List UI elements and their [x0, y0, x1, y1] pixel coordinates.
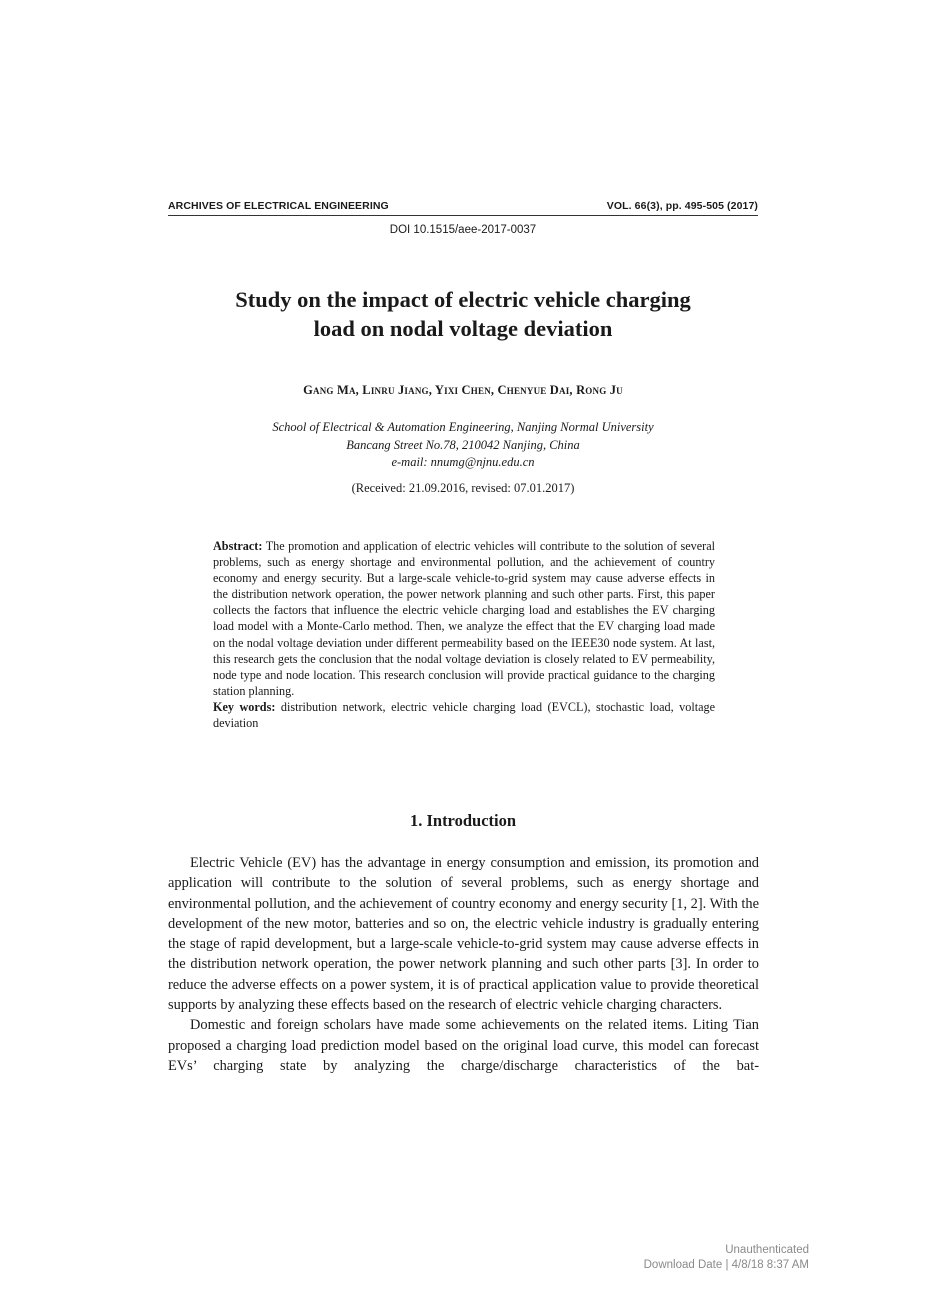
abstract-block — [213, 538, 715, 731]
footer-download-date: Download Date | 4/8/18 8:37 AM — [643, 1259, 809, 1271]
download-footer — [644, 1243, 809, 1273]
received-dates: (Received: 21.09.2016, revised: 07.01.2017) — [351, 481, 575, 495]
affiliation-line-1: School of Electrical & Automation Engineering, Nanjing Normal University — [272, 420, 654, 434]
abstract-label: Abstract: — [213, 539, 263, 553]
keywords-paragraph — [213, 699, 715, 731]
body-text — [168, 853, 759, 1076]
author-list: Gang Ma, Linru Jiang, Yixi Chen, Chenyue Dai, Rong Ju — [303, 383, 623, 397]
body-paragraph-1: Electric Vehicle (EV) has the advantage in energy consumption and emission, its promotion and application will contribute to the solution of several problems, such as energy shortage and environmental pollution, and the achievement of country economy and energy security [1, 2]. With the development of the new motor, batteries and so on, the electric vehicle industry is gradually entering the stage of rapid development, but a large-scale vehicle-to-grid system may cause adverse effects in the distribution network operation, the power network planning and such other parts [3]. In order to reduce the adverse effects on a power system, it is of practical application value to provide theoretical supports by analyzing these effects based on the research of electric vehicle charging characters. — [168, 855, 759, 1014]
footer-auth-status: Unauthenticated — [725, 1244, 809, 1256]
keywords-text: distribution network, electric vehicle charging load (EVCL), stochastic load, voltage deviation — [213, 699, 716, 731]
abstract-text: The promotion and application of electric vehicles will contribute to the solution of several problems, such as energy shortage and environmental pollution, and the achievement of country economy and energy security. But a large-scale vehicle-to-grid system may cause adverse effects in the distribution network operation, the power network planning and such other parts. First, this paper collects the factors that influence the electric vehicle charging load and establishes the EV charging load model with a Monte-Carlo method. Then, we analyze the effect that the EV charging load made on the nodal voltage deviation under different permeability based on the IEEE30 node system. At last, this research gets the conclusion that the nodal voltage deviation is closely related to EV permeability, node type and node location. This research conclusion will provide practical guidance to the charging station planning. — [213, 539, 715, 698]
abstract-paragraph — [213, 538, 715, 699]
volume-info: VOL. 66(3), pp. 495-505 (2017) — [606, 200, 758, 212]
title-line-2: load on nodal voltage deviation — [313, 316, 613, 341]
affiliation-line-2: Bancang Street No.78, 210042 Nanjing, China — [346, 437, 580, 452]
paper-title — [168, 285, 758, 343]
section-heading: 1. Introduction — [409, 811, 517, 830]
doi: DOI 10.1515/aee-2017-0037 — [389, 224, 537, 236]
body-paragraph-2: Domestic and foreign scholars have made some achievements on the related items. Liting Tian proposed a charging load prediction model based on the original load curve, this model can forecast EVs’ charging state by analyzing the charge/discharge characteristics of the bat- — [168, 1017, 759, 1074]
keywords-label: Key words: — [213, 699, 276, 714]
title-line-1: Study on the impact of electric vehicle charging — [235, 287, 691, 312]
author-email: e-mail: nnumg@njnu.edu.cn — [391, 455, 535, 469]
header-rule — [168, 215, 758, 216]
affiliation — [168, 419, 758, 472]
journal-name: ARCHIVES OF ELECTRICAL ENGINEERING — [168, 200, 389, 212]
